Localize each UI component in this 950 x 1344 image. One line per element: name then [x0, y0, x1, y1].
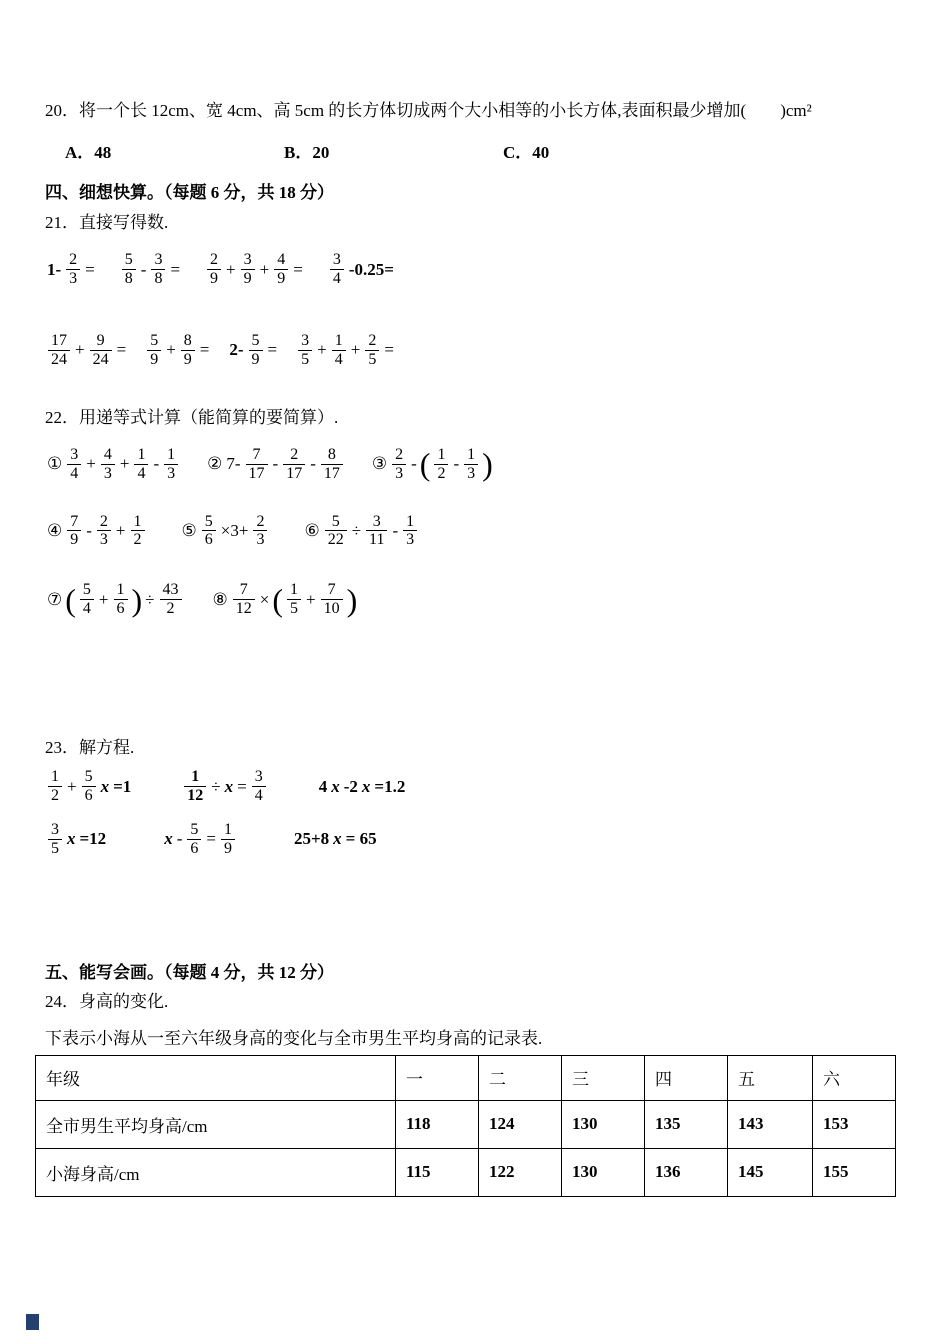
fraction: $\frac{3}{4}$	[330, 251, 344, 288]
question-24-label: 24．身高的变化.	[45, 991, 169, 1011]
math-expression	[45, 581, 185, 618]
section-4-heading: 四、细想快算。（每题 6 分，共 18 分）	[45, 183, 334, 203]
fraction: $\frac{7}{9}$	[67, 513, 81, 550]
math-token: -	[86, 520, 92, 540]
fraction: $\frac{43}{2}$	[160, 581, 182, 618]
question-23-label: 23．解方程.	[45, 738, 135, 758]
option-a: A．48	[65, 143, 112, 163]
math-expression	[227, 332, 279, 369]
table-cell: 115	[396, 1148, 479, 1196]
math-token: ×	[259, 589, 270, 609]
variable-x: x	[164, 829, 173, 849]
math-token: =1.2	[374, 776, 406, 796]
q22-row-1	[45, 446, 900, 483]
fraction: $\frac{3}{8}$	[151, 251, 165, 288]
fraction: $\frac{1}{4}$	[134, 446, 148, 483]
big-paren: )	[482, 446, 493, 483]
equation	[292, 829, 379, 849]
fraction: $\frac{2}{5}$	[365, 332, 379, 369]
option-c: C．40	[503, 143, 550, 163]
fraction: $\frac{2}{3}$	[392, 446, 406, 483]
math-token: +	[67, 776, 77, 796]
fraction: $\frac{2}{3}$	[97, 513, 111, 550]
fraction: $\frac{3}{5}$	[48, 821, 62, 858]
math-token: =	[267, 340, 278, 360]
big-paren: (	[419, 446, 431, 483]
math-token: -	[153, 454, 160, 474]
fraction: $\frac{5}{6}$	[82, 768, 96, 805]
fraction: $\frac{5}{22}$	[325, 513, 347, 550]
math-token: =	[116, 340, 127, 360]
math-expression	[45, 513, 148, 550]
fraction: $\frac{3}{4}$	[252, 768, 266, 805]
q23-row-1	[45, 768, 900, 805]
math-token: ⑦	[47, 589, 63, 609]
math-token: ③	[371, 454, 388, 474]
q21-row-2	[45, 332, 900, 369]
big-paren: (	[272, 581, 283, 618]
math-token: +	[259, 259, 270, 279]
math-token: -	[453, 454, 460, 474]
variable-x: x	[361, 776, 371, 796]
math-expression	[302, 513, 420, 550]
math-token: =	[237, 776, 247, 796]
math-token: -	[140, 259, 147, 279]
math-expression	[211, 581, 359, 618]
math-token: = 65	[345, 829, 377, 849]
math-token: 1-	[47, 259, 62, 279]
table-header-grade-6: 六	[813, 1055, 896, 1100]
fraction: $\frac{8}{17}$	[321, 446, 343, 483]
math-expression	[204, 251, 305, 288]
fraction: $\frac{4}{3}$	[101, 446, 115, 483]
question-20-text: 20．将一个长 12cm、宽 4cm、高 5cm 的长方体切成两个大小相等的小长方体,表面积最少增加( )cm²	[45, 101, 812, 120]
question-20-options	[45, 138, 900, 163]
fraction: $\frac{1}{4}$	[332, 332, 346, 369]
math-token: =	[170, 259, 181, 279]
variable-x: x	[333, 829, 342, 849]
table-cell: 130	[562, 1148, 645, 1196]
row-label-city-average: 全市男生平均身高/cm	[36, 1100, 396, 1148]
math-token: ÷	[351, 520, 362, 540]
math-token: ÷	[145, 589, 155, 609]
fraction: $\frac{2}{3}$	[66, 251, 80, 288]
question-21-label: 21．直接写得数.	[45, 213, 169, 233]
math-token: ⑥	[304, 520, 320, 540]
question-24-description: 下表示小海从一至六年级身高的变化与全市男生平均身高的记录表.	[45, 1028, 543, 1048]
math-token: 25+8	[293, 829, 330, 849]
fraction: $\frac{1}{9}$	[221, 821, 235, 858]
table-header-grade-4: 四	[645, 1055, 728, 1100]
fraction: $\frac{5}{6}$	[187, 821, 201, 858]
math-token: =	[206, 829, 216, 849]
fraction: $\frac{2}{9}$	[207, 251, 221, 288]
table-header-grade-1: 一	[396, 1055, 479, 1100]
math-token: 7-	[226, 454, 241, 474]
fraction: $\frac{5}{4}$	[80, 581, 94, 618]
fraction: $\frac{9}{24}$	[90, 332, 112, 369]
math-expression	[205, 446, 346, 483]
math-token: =	[199, 340, 210, 360]
table-header-grade: 年级	[36, 1055, 396, 1100]
fraction: $\frac{3}{9}$	[241, 251, 255, 288]
variable-x: x	[67, 829, 76, 849]
math-token: =	[85, 259, 95, 279]
equation	[181, 768, 268, 805]
math-expression	[370, 446, 494, 483]
fraction: $\frac{1}{2}$	[434, 446, 448, 483]
table-cell: 143	[728, 1100, 813, 1148]
table-header-grade-5: 五	[728, 1055, 813, 1100]
variable-x: x	[100, 776, 110, 796]
math-token: ⑧	[212, 589, 228, 609]
table-row-city-average	[36, 1100, 896, 1148]
math-token: +	[306, 589, 316, 609]
row-label-xiaohai: 小海身高/cm	[36, 1148, 396, 1196]
math-token: 2-	[229, 340, 244, 360]
fraction: $\frac{5}{6}$	[202, 513, 216, 550]
math-expression	[119, 251, 182, 288]
fraction: $\frac{3}{11}$	[366, 513, 387, 550]
fraction: $\frac{8}{9}$	[181, 332, 195, 369]
math-token: +	[75, 340, 85, 360]
math-token: -	[272, 454, 279, 474]
math-expression	[295, 332, 396, 369]
fraction: $\frac{1}{2}$	[131, 513, 145, 550]
big-paren: )	[131, 581, 143, 618]
math-token: +	[115, 520, 126, 540]
math-token: =12	[79, 829, 107, 849]
table-row-xiaohai	[36, 1148, 896, 1196]
question-22-label: 22．用递等式计算（能简算的要简算）.	[45, 407, 339, 427]
table-cell: 145	[728, 1148, 813, 1196]
table-cell: 155	[813, 1148, 896, 1196]
fraction: $\frac{1}{5}$	[287, 581, 301, 618]
math-token: +	[317, 340, 327, 360]
math-token: -2	[343, 776, 358, 796]
variable-x: x	[224, 776, 234, 796]
math-token: =1	[113, 776, 132, 796]
section-5-heading: 五、能写会画。（每题 4 分，共 12 分）	[45, 962, 334, 982]
big-paren: )	[346, 581, 358, 618]
math-token: +	[86, 454, 96, 474]
math-token: +	[119, 454, 130, 474]
math-token: +	[350, 340, 361, 360]
q22-row-2	[45, 513, 900, 550]
fraction: $\frac{1}{2}$	[48, 768, 62, 805]
math-token: -	[176, 829, 183, 849]
fraction: $\frac{7}{12}$	[233, 581, 255, 618]
equation	[45, 768, 133, 805]
fraction: $\frac{17}{24}$	[48, 332, 70, 369]
math-expression	[45, 251, 97, 288]
math-expression	[45, 446, 181, 483]
equation	[45, 821, 108, 858]
fraction: $\frac{3}{4}$	[67, 446, 81, 483]
fraction: $\frac{1}{12}$	[184, 768, 206, 805]
big-paren: (	[65, 581, 76, 618]
math-token: ×3+	[220, 520, 249, 540]
fraction: $\frac{4}{9}$	[274, 251, 288, 288]
q21-row-1	[45, 251, 900, 288]
variable-x: x	[331, 776, 340, 796]
fraction: $\frac{5}{9}$	[147, 332, 161, 369]
math-token: ⑤	[181, 520, 197, 540]
math-token: +	[166, 340, 176, 360]
table-header-row	[36, 1055, 896, 1100]
table-header-grade-2: 二	[479, 1055, 562, 1100]
math-token: -	[392, 520, 399, 540]
math-token: 4	[318, 776, 328, 796]
math-token: ÷	[211, 776, 221, 796]
option-b: B．20	[284, 143, 330, 163]
math-expression	[327, 251, 396, 288]
table-cell: 118	[396, 1100, 479, 1148]
fraction: $\frac{3}{5}$	[298, 332, 312, 369]
math-token: =	[384, 340, 394, 360]
fraction: $\frac{1}{3}$	[403, 513, 417, 550]
math-token: +	[98, 589, 109, 609]
math-token: ②	[207, 454, 223, 474]
table-cell: 124	[479, 1100, 562, 1148]
height-record-table	[35, 1055, 896, 1197]
equation	[162, 821, 238, 858]
math-token: -0.25=	[348, 259, 394, 279]
page-corner-mark	[26, 1314, 39, 1330]
math-token: -	[310, 454, 316, 474]
math-token: +	[226, 259, 236, 279]
math-token: ①	[47, 454, 63, 474]
table-cell: 130	[562, 1100, 645, 1148]
equation	[317, 777, 408, 797]
math-expression	[144, 332, 211, 369]
table-header-grade-3: 三	[562, 1055, 645, 1100]
table-cell: 135	[645, 1100, 728, 1148]
math-token: -	[411, 454, 417, 474]
math-token: =	[293, 259, 303, 279]
fraction: $\frac{5}{8}$	[122, 251, 136, 288]
fraction: $\frac{1}{3}$	[164, 446, 178, 483]
q22-row-3	[45, 581, 900, 618]
math-token: ④	[47, 520, 63, 540]
table-cell: 122	[479, 1148, 562, 1196]
math-expression	[180, 513, 271, 550]
fraction: $\frac{5}{9}$	[249, 332, 263, 369]
fraction: $\frac{2}{3}$	[253, 513, 267, 550]
table-cell: 153	[813, 1100, 896, 1148]
math-expression	[45, 332, 128, 369]
fraction: $\frac{1}{6}$	[114, 581, 128, 618]
table-cell: 136	[645, 1148, 728, 1196]
q23-row-2	[45, 821, 900, 858]
fraction: $\frac{2}{17}$	[283, 446, 305, 483]
fraction: $\frac{1}{3}$	[464, 446, 478, 483]
fraction: $\frac{7}{10}$	[321, 581, 343, 618]
fraction: $\frac{7}{17}$	[246, 446, 268, 483]
